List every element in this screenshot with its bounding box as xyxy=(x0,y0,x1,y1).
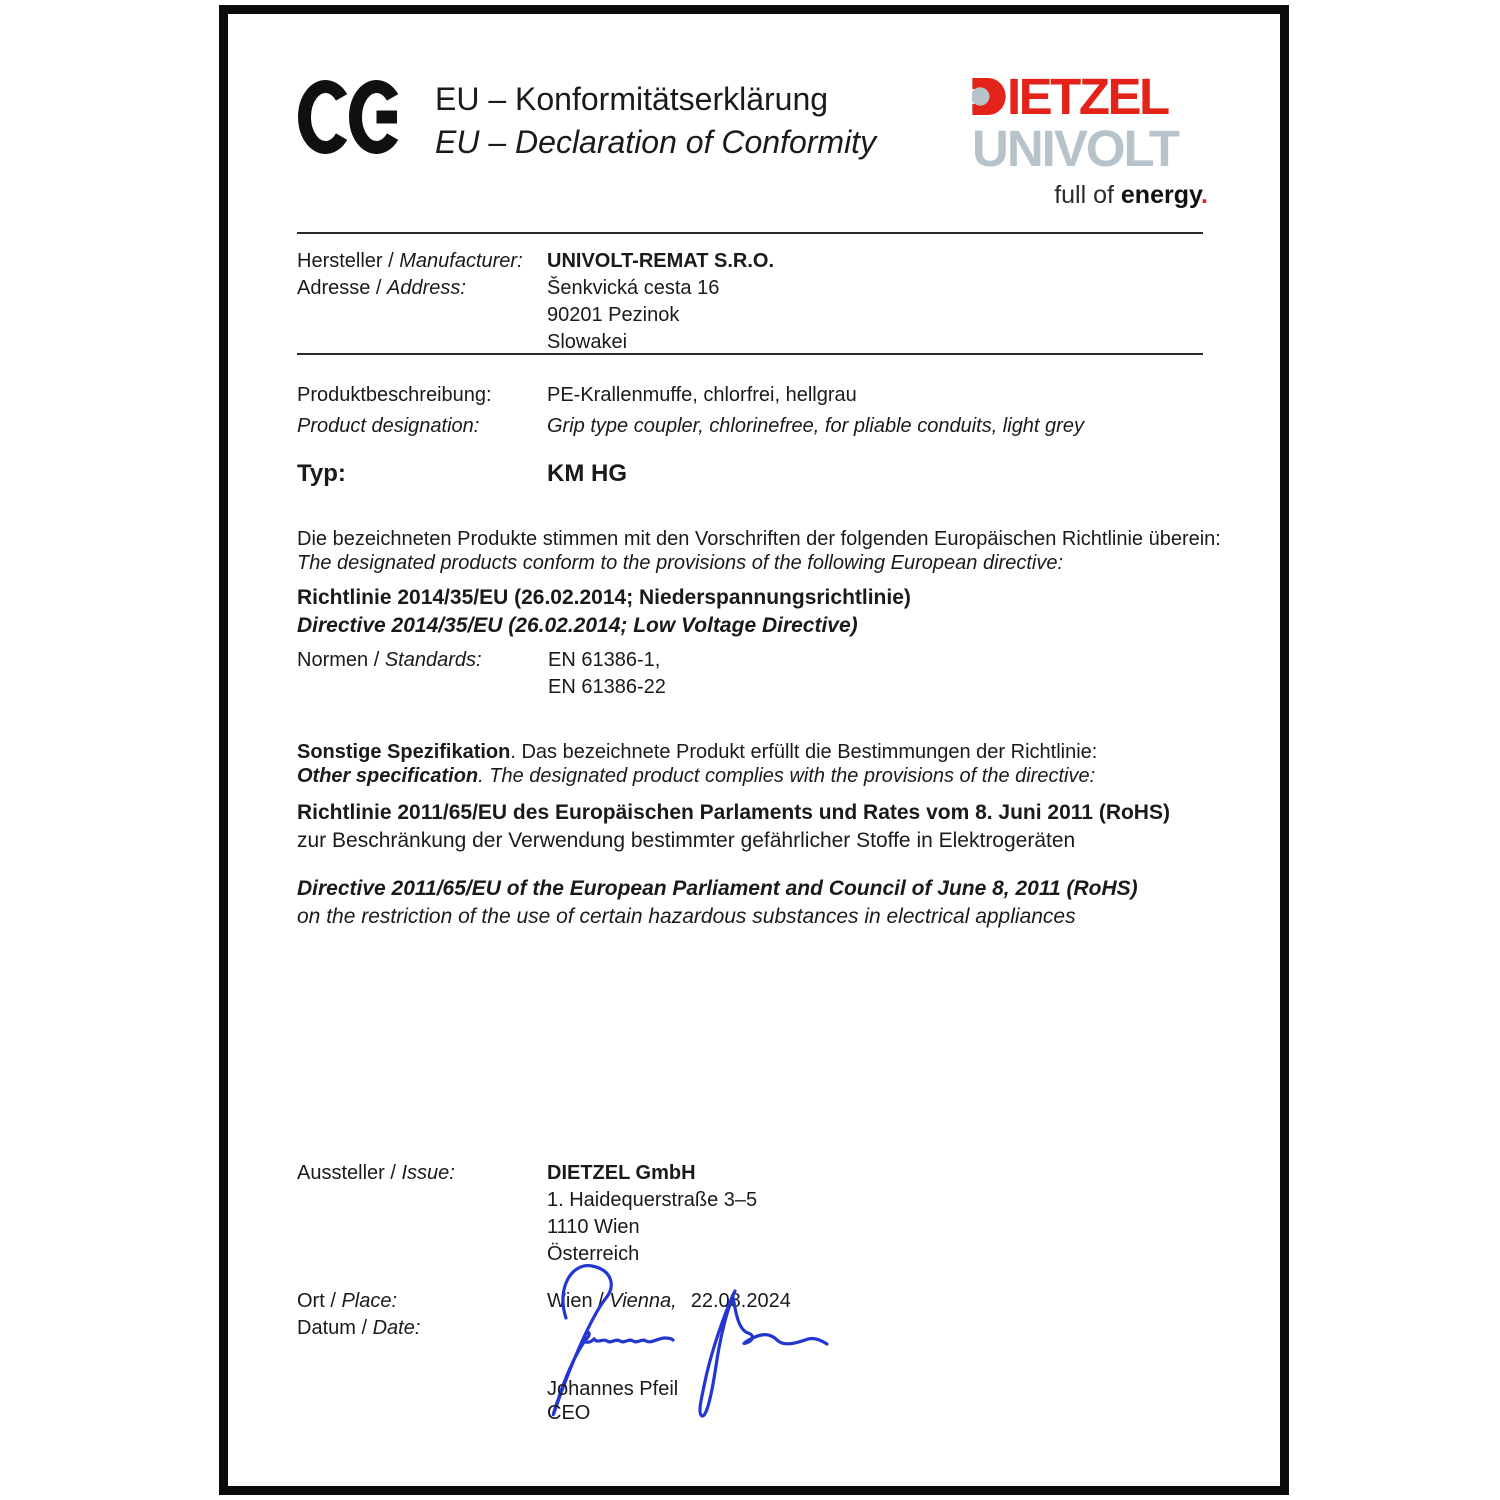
type-value: KM HG xyxy=(547,460,627,487)
header-titles xyxy=(435,78,876,164)
standard-item: EN 61386-22 xyxy=(548,676,666,698)
issuer-label: Aussteller / Issue: xyxy=(297,1162,455,1184)
page-title-de: EU – Konformitätserklärung xyxy=(435,81,829,117)
directive-lvd xyxy=(297,584,911,640)
signatory-name: Johannes Pfeil xyxy=(547,1378,679,1400)
manufacturer-label: Hersteller / Manufacturer: xyxy=(297,250,523,272)
directive-rohs-de xyxy=(297,799,1170,855)
divider-manufacturer xyxy=(297,353,1203,355)
product-label-de: Produktbeschreibung: xyxy=(297,384,492,406)
manufacturer-country: Slowakei xyxy=(547,331,628,353)
manufacturer-labels xyxy=(297,248,523,302)
standards-label: Normen / Standards: xyxy=(297,649,482,671)
product-label-en: Product designation: xyxy=(297,415,480,437)
product-value-de: PE-Krallenmuffe, chlorfrei, hellgrau xyxy=(547,384,857,406)
rohs-de-line1: Richtlinie 2011/65/EU des Europäischen Parlaments und Rates vom 8. Juni 2011 (RoHS) xyxy=(297,801,1170,824)
signatory-role: CEO xyxy=(547,1401,591,1424)
issuer-country: Österreich xyxy=(547,1243,640,1265)
brand-word-univolt: UNIVOLT xyxy=(972,120,1179,177)
conformity-en: The designated products conform to the provisions of the following European directive: xyxy=(297,551,1063,574)
directive-rohs-en xyxy=(297,875,1138,931)
declaration-page xyxy=(219,5,1289,1495)
place-value-en: Vienna, xyxy=(609,1290,677,1312)
date-label: Datum / Date: xyxy=(297,1317,421,1339)
page-title-en: EU – Declaration of Conformity xyxy=(435,124,877,160)
rohs-en-line2: on the restriction of the use of certain hazardous substances in electrical appliances xyxy=(297,905,1076,928)
manufacturer-name: UNIVOLT-REMAT S.R.O. xyxy=(547,250,775,272)
standard-item: EN 61386-1, xyxy=(548,649,661,671)
rohs-en-line1: Directive 2011/65/EU of the European Parliament and Council of June 8, 2011 (RoHS) xyxy=(297,877,1138,900)
conformity-statement xyxy=(297,528,1221,575)
place-label: Ort / Place: xyxy=(297,1290,398,1312)
product-value-en: Grip type coupler, chlorinefree, for pliable conduits, light grey xyxy=(547,415,1084,437)
brand-logo-dietzel xyxy=(972,68,1208,125)
place-value-de: Wien / xyxy=(547,1290,610,1312)
issuer-city: 1110 Wien xyxy=(547,1216,640,1238)
manufacturer-street: Šenkvická cesta 16 xyxy=(547,277,720,299)
type-label: Typ: xyxy=(297,460,346,487)
issuer-name: DIETZEL GmbH xyxy=(547,1162,696,1184)
directive-lvd-en: Directive 2014/35/EU (26.02.2014; Low Voltage Directive) xyxy=(297,614,858,637)
brand-logo xyxy=(972,68,1208,209)
dietzel-d-icon xyxy=(972,78,1006,115)
manufacturer-city: 90201 Pezinok xyxy=(547,304,680,326)
rohs-de-line2: zur Beschränkung der Verwendung bestimmter gefährlicher Stoffe in Elektrogeräten xyxy=(297,829,1076,852)
signatory-block xyxy=(547,1378,678,1425)
directive-lvd-de: Richtlinie 2014/35/EU (26.02.2014; Niederspannungsrichtlinie) xyxy=(297,586,911,609)
place-date-labels xyxy=(297,1288,420,1342)
other-spec-en: Other specification. The designated product complies with the provisions of the directive: xyxy=(297,764,1096,787)
ce-mark-icon xyxy=(298,80,404,154)
address-label: Adresse / Address: xyxy=(297,277,466,299)
brand-word-dietzel: IETZEL xyxy=(1007,68,1168,125)
issuer-street: 1. Haidequerstraße 3–5 xyxy=(547,1189,758,1211)
signature-stroke-2 xyxy=(700,1291,827,1416)
brand-tagline xyxy=(972,182,1208,208)
tagline-plain: full of xyxy=(1054,181,1121,209)
manufacturer-values xyxy=(547,248,774,356)
divider-top xyxy=(297,232,1203,234)
standards-values xyxy=(548,647,666,701)
tagline-bold: energy xyxy=(1120,181,1202,209)
other-spec-de: Sonstige Spezifikation. Das bezeichnete Produkt erfüllt die Bestimmungen der Richtlinie: xyxy=(297,741,1098,763)
other-spec xyxy=(297,741,1097,788)
conformity-de: Die bezeichneten Produkte stimmen mit den Vorschriften der folgenden Europäischen Richtlinie überein: xyxy=(297,528,1221,550)
date-value: 22.08.2024 xyxy=(690,1290,791,1312)
tagline-dot: . xyxy=(1201,181,1208,209)
